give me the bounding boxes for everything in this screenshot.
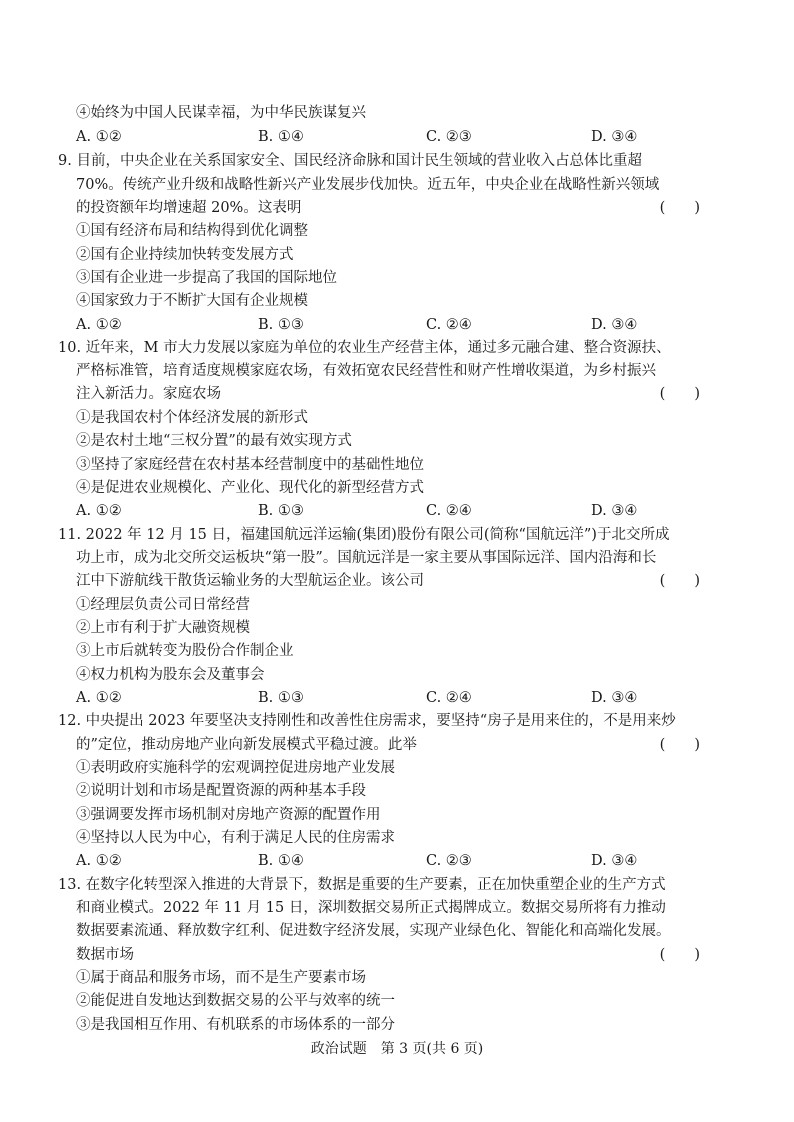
answer-blank: ( ) bbox=[659, 573, 700, 589]
choice-c: C. ②③ bbox=[426, 129, 472, 145]
question-stem-line: 和商业模式。2022 年 11 月 15 日，深圳数据交易所正式揭牌成立。数据交易所将有力推动 bbox=[76, 900, 666, 916]
choice-a: A. ①② bbox=[76, 690, 122, 706]
answer-blank: ( ) bbox=[659, 737, 700, 753]
question-stem-line: 注入新活力。家庭农场 bbox=[76, 386, 221, 402]
statement-2: ②说明计划和市场是配置资源的两种基本手段 bbox=[76, 783, 366, 799]
statement-4: ④坚持以人民为中心，有利于满足人民的住房需求 bbox=[76, 830, 395, 846]
choice-c: C. ②④ bbox=[426, 317, 472, 333]
choice-c: C. ②④ bbox=[426, 690, 472, 706]
question-stem-line: 11. 2022 年 12 月 15 日，福建国航远洋运输(集团)股份有限公司(简称“国航远洋”)于北交所成 bbox=[58, 527, 670, 543]
choice-b: B. ①③ bbox=[258, 317, 304, 333]
page-footer: 政治试题 第 3 页(共 6 页) bbox=[310, 1041, 484, 1057]
answer-blank: ( ) bbox=[659, 947, 700, 963]
choice-a: A. ①② bbox=[76, 503, 122, 519]
statement-4: ④权力机构为股东会及董事会 bbox=[76, 667, 265, 683]
choice-d: D. ③④ bbox=[591, 317, 638, 333]
statement-1: ①国有经济布局和结构得到优化调整 bbox=[76, 223, 308, 239]
statement-3: ③上市后就转变为股份合作制企业 bbox=[76, 643, 294, 659]
choice-a: A. ①② bbox=[76, 853, 122, 869]
answer-blank: ( ) bbox=[659, 386, 700, 402]
choice-a: A. ①② bbox=[76, 129, 122, 145]
statement-2: ②上市有利于扩大融资规模 bbox=[76, 620, 250, 636]
statement-2: ②国有企业持续加快转变发展方式 bbox=[76, 247, 294, 263]
choice-d: D. ③④ bbox=[591, 853, 638, 869]
statement-3: ③国有企业进一步提高了我国的国际地位 bbox=[76, 270, 337, 286]
choices bbox=[76, 501, 676, 521]
statement-1: ①属于商品和服务市场，而不是生产要素市场 bbox=[76, 970, 366, 986]
carryover-option-4: ④始终为中国人民谋幸福，为中华民族谋复兴 bbox=[76, 105, 366, 121]
question-stem-line: 12. 中央提出 2023 年要坚决支持刚性和改善性住房需求，要坚持“房子是用来住的，不是用来炒 bbox=[58, 713, 676, 729]
question-stem-line: 70%。传统产业升级和战略性新兴产业发展步伐加快。近五年，中央企业在战略性新兴领域 bbox=[76, 177, 660, 193]
statement-3: ③强调要发挥市场机制对房地产资源的配置作用 bbox=[76, 807, 381, 823]
statement-1: ①表明政府实施科学的宏观调控促进房地产业发展 bbox=[76, 760, 395, 776]
choice-c: C. ②④ bbox=[426, 503, 472, 519]
statement-2: ②是农村土地“三权分置”的最有效实现方式 bbox=[76, 433, 352, 449]
statement-1: ①经理层负责公司日常经营 bbox=[76, 597, 250, 613]
choice-b: B. ①③ bbox=[258, 690, 304, 706]
question-stem-line: 功上市，成为北交所交运板块“第一股”。国航远洋是一家主要从事国际远洋、国内沿海和长 bbox=[76, 550, 657, 566]
statement-3: ③是我国相互作用、有机联系的市场体系的一部分 bbox=[76, 1017, 395, 1033]
statement-3: ③坚持了家庭经营在农村基本经营制度中的基础性地位 bbox=[76, 457, 424, 473]
statement-2: ②能促进自发地达到数据交易的公平与效率的统一 bbox=[76, 993, 395, 1009]
question-stem-line: 的投资额年均增速超 20%。这表明 bbox=[76, 200, 302, 216]
statement-4: ④是促进农业规模化、产业化、现代化的新型经营方式 bbox=[76, 480, 424, 496]
answer-blank: ( ) bbox=[659, 200, 700, 216]
choice-b: B. ①④ bbox=[258, 853, 304, 869]
question-stem-line: 数据市场 bbox=[76, 947, 134, 963]
choice-d: D. ③④ bbox=[591, 690, 638, 706]
choices bbox=[76, 851, 676, 871]
question-stem-line: 9. 目前，中央企业在关系国家安全、国民经济命脉和国计民生领域的营业收入占总体比重超 bbox=[58, 153, 642, 169]
statement-1: ①是我国农村个体经济发展的新形式 bbox=[76, 410, 308, 426]
question-stem-line: 江中下游航线干散货运输业务的大型航运企业。该公司 bbox=[76, 573, 424, 589]
choices bbox=[76, 315, 676, 335]
question-stem-line: 数据要素流通、释放数字红利、促进数字经济发展，实现产业绿色化、智能化和高端化发展。 bbox=[76, 923, 671, 939]
choice-c: C. ②③ bbox=[426, 853, 472, 869]
choices bbox=[76, 688, 676, 708]
choice-b: B. ①③ bbox=[258, 503, 304, 519]
question-stem-line: 13. 在数字化转型深入推进的大背景下，数据是重要的生产要素，正在加快重塑企业的生产方式 bbox=[58, 877, 666, 893]
choice-a: A. ①② bbox=[76, 317, 122, 333]
choice-d: D. ③④ bbox=[591, 129, 638, 145]
choice-b: B. ①④ bbox=[258, 129, 304, 145]
question-stem-line: 10. 近年来，M 市大力发展以家庭为单位的农业生产经营主体，通过多元融合建、整合资源扶、 bbox=[58, 340, 671, 356]
question-stem-line: 严格标准管，培育适度规模家庭农场，有效拓宽农民经营性和财产性增收渠道，为乡村振兴 bbox=[76, 363, 656, 379]
statement-4: ④国家致力于不断扩大国有企业规模 bbox=[76, 293, 308, 309]
question-stem-line: 的”定位，推动房地产业向新发展模式平稳过渡。此举 bbox=[76, 737, 417, 753]
carryover-choices bbox=[76, 127, 676, 147]
choice-d: D. ③④ bbox=[591, 503, 638, 519]
